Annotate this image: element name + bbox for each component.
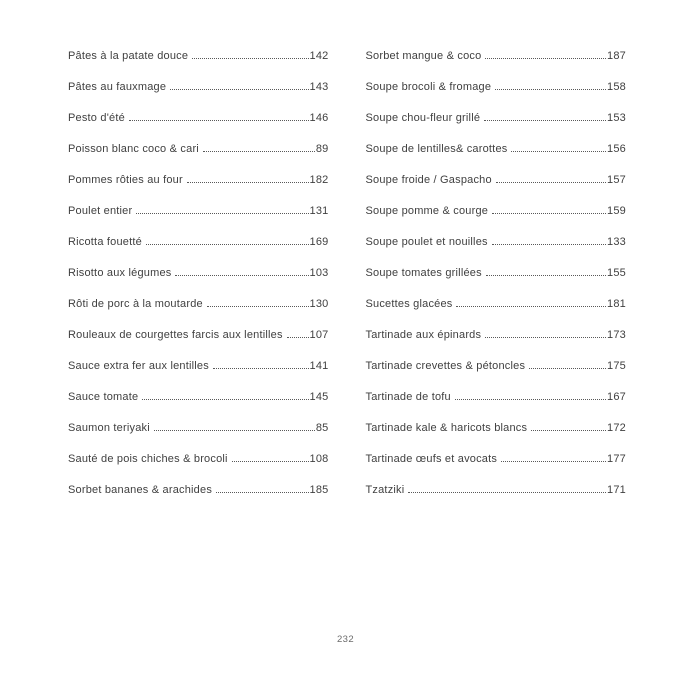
dot-leader [142,396,308,400]
dot-leader [192,55,308,59]
dot-leader [187,179,309,183]
entry-title: Ricotta fouetté [68,236,142,248]
entry-title: Pommes rôties au four [68,174,183,186]
entry-title: Tartinade de tofu [365,391,451,403]
entry-page-number: 169 [309,236,329,248]
entry-title: Soupe brocoli & fromage [365,81,492,93]
entry-title: Soupe tomates grillées [365,267,482,279]
index-entry [366,72,627,103]
entry-page-number: 130 [309,298,329,310]
dot-leader [492,241,606,245]
dot-leader [216,489,309,493]
index-entry [68,382,329,413]
dot-leader [455,396,606,400]
entry-title: Soupe chou-fleur grillé [365,112,481,124]
entry-title: Saumon teriyaki [68,422,150,434]
entry-page-number: 141 [309,360,329,372]
entry-title: Sorbet mangue & coco [365,50,482,62]
dot-leader [129,117,309,121]
dot-leader [170,86,308,90]
entry-page-number: 153 [607,112,626,124]
entry-title: Rôti de porc à la moutarde [68,298,203,310]
entry-title: Poulet entier [68,205,133,217]
dot-leader [529,365,606,369]
index-entry [68,72,329,103]
dot-leader [456,303,606,307]
entry-page-number: 156 [607,143,626,155]
entry-title: Soupe poulet et nouilles [365,236,488,248]
index-entry [366,475,627,506]
entry-page-number: 158 [607,81,626,93]
entry-title: Soupe de lentilles& carottes [365,143,508,155]
dot-leader [501,458,606,462]
dot-leader [207,303,309,307]
dot-leader [484,117,606,121]
entry-page-number: 185 [309,484,329,496]
entry-page-number: 142 [309,50,329,62]
entry-page-number: 187 [607,50,626,62]
dot-leader [496,179,606,183]
page-footer [0,634,691,645]
dot-leader [136,210,308,214]
entry-page-number: 143 [309,81,329,93]
index-entry [366,258,627,289]
entry-page-number: 145 [309,391,329,403]
entry-title: Sorbet bananes & arachides [68,484,213,496]
entry-title: Tzatziki [365,484,405,496]
index-entry [366,351,627,382]
dot-leader [154,427,315,431]
index-column-left [68,41,329,506]
entry-title: Risotto aux légumes [68,267,172,279]
entry-page-number: 159 [607,205,626,217]
dot-leader [203,148,315,152]
dot-leader [485,334,606,338]
page-number: 232 [336,634,355,645]
dot-leader [175,272,308,276]
entry-page-number: 181 [607,298,626,310]
index-entry [68,351,329,382]
entry-title: Rouleaux de courgettes farcis aux lentilles [68,329,283,341]
entry-title: Sauté de pois chiches & brocoli [68,453,228,465]
entry-page-number: 89 [315,143,329,155]
entry-page-number: 182 [309,174,329,186]
entry-title: Tartinade aux épinards [365,329,482,341]
index-entry [68,41,329,72]
dot-leader [485,55,606,59]
dot-leader [492,210,606,214]
index-entry [366,382,627,413]
index-entry [68,165,329,196]
entry-page-number: 155 [607,267,626,279]
entry-page-number: 108 [309,453,329,465]
index-entry [366,196,627,227]
entry-page-number: 172 [607,422,626,434]
entry-title: Poisson blanc coco & cari [68,143,199,155]
entry-page-number: 171 [607,484,626,496]
index-entry [366,134,627,165]
index-entry [366,41,627,72]
entry-page-number: 175 [607,360,626,372]
entry-title: Soupe froide / Gaspacho [365,174,492,186]
index-entry [68,413,329,444]
entry-title: Pâtes au fauxmage [68,81,167,93]
entry-title: Pâtes à la patate douce [68,50,189,62]
index-entry [366,227,627,258]
index-entry [68,320,329,351]
entry-title: Sauce extra fer aux lentilles [68,360,209,372]
entry-page-number: 133 [607,236,626,248]
index-entry [68,134,329,165]
entry-title: Soupe pomme & courge [365,205,489,217]
index-entry [68,196,329,227]
index-entry [68,444,329,475]
index-entry [366,413,627,444]
index-entry [366,320,627,351]
entry-page-number: 107 [309,329,329,341]
index-entry [68,103,329,134]
entry-page-number: 103 [309,267,329,279]
index-entry [68,475,329,506]
entry-title: Tartinade œufs et avocats [365,453,498,465]
index-column-right [366,41,627,506]
entry-page-number: 157 [607,174,626,186]
dot-leader [408,489,606,493]
dot-leader [213,365,309,369]
entry-page-number: 131 [309,205,329,217]
index-entry [366,103,627,134]
index-entry [366,289,627,320]
dot-leader [531,427,606,431]
dot-leader [495,86,606,90]
entry-page-number: 177 [607,453,626,465]
dot-leader [287,334,309,338]
index-entry [366,444,627,475]
entry-page-number: 85 [315,422,329,434]
entry-title: Tartinade crevettes & pétoncles [365,360,526,372]
entry-title: Sucettes glacées [365,298,453,310]
index-entry [68,289,329,320]
dot-leader [511,148,606,152]
index-entry [366,165,627,196]
entry-title: Sauce tomate [68,391,139,403]
entry-page-number: 173 [607,329,626,341]
entry-page-number: 167 [607,391,626,403]
dot-leader [486,272,606,276]
entry-title: Tartinade kale & haricots blancs [365,422,528,434]
entry-title: Pesto d'été [68,112,125,124]
dot-leader [146,241,309,245]
dot-leader [232,458,309,462]
index-entry [68,227,329,258]
index-entry [68,258,329,289]
entry-page-number: 146 [309,112,329,124]
